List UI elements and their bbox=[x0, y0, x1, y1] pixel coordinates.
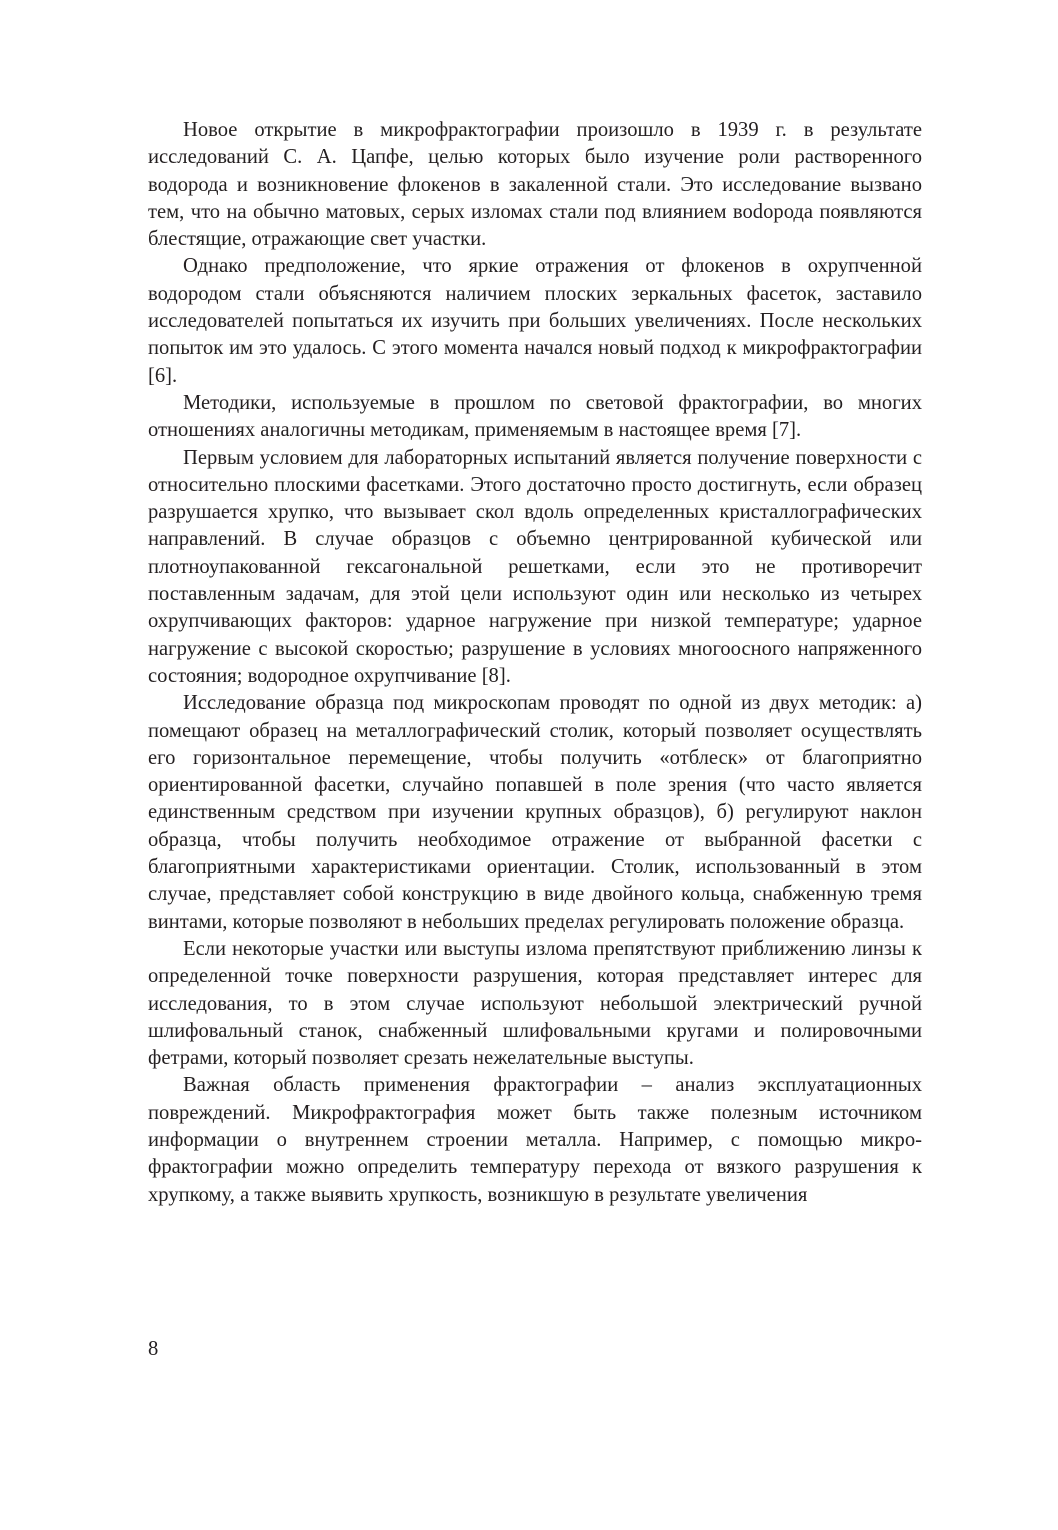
paragraph-2: Однако предположение, что яркие отражения от флокенов в охрупченной водородом стали объясняются наличием плоских зеркальных фасеток, заставило исследователей попытаться их изучить при больших увеличениях. После нескольких попыток им это удалось. С этого момента начался новый подход к микрофрактографии [6]. bbox=[148, 255, 922, 387]
page-body bbox=[148, 117, 922, 1209]
paragraph-5: Исследование образца под микроскопам проводят по одной из двух методик: а) помещают образец на металлографический столик, который позволяет осуществлять его горизонтальное перемещение, чтобы получить «отблеск» от благоприятно ориентированной фасетки, случайно попавшей в поле зрения (что часто является единственным средством при изучении крупных образцов), б) регулируют наклон образца, чтобы получить необходимое отражение от выбранной фасетки с благоприятными характеристиками ориентации. Столик, использованный в этом случае, представляет собой конструкцию в виде двойного кольца, снабженную тремя винтами, которые позволяют в небольших пределах регулировать положение образца. bbox=[148, 692, 922, 933]
page-number: 8 bbox=[148, 1338, 159, 1360]
paragraph-7: Важная область применения фрактографии – анализ эксплуатационных повреждений. Микрофрактография может быть также полезным источником информации о внутреннем строении металла. Например, с помощью микрофрактографии можно определить температуру перехода от вязкого разрушения к хрупкому, а также выявить хрупкость, возникшую в результате увеличения bbox=[148, 1074, 922, 1206]
paragraph-1: Новое открытие в микрофрактографии произошло в 1939 г. в результате исследований С. А. Цапфе, целью которых было изучение роли растворенного водорода и возникновение флокенов в закаленной стали. Это исследование вызвано тем, что на обычно матовых, серых изломах стали под влиянием воdорода появляются блестящие, отражающие свет участки. bbox=[148, 119, 922, 251]
paragraph-6: Если некоторые участки или выступы излома препятствуют приближению линзы к определенной точке поверхности разрушения, которая представляет интерес для исследования, то в этом случае используют небольшой электрический ручной шлифовальный станок, снабженный шлифовальными кругами и полировочными фетрами, который позволяет срезать нежелательные выступы. bbox=[148, 937, 922, 1070]
paragraph-4: Первым условием для лабораторных испытаний является получение поверхности с относительно плоскими фасетками. Этого достаточно просто достигнуть, если образец разрушается хрупко, что вызывает скол вдоль определенных кристаллографических направлений. В случае образцов с объемно центрированной кубической или плотноупакованной гексагональной решетками, если это не противоречит поставленным задачам, для этой цели используют один или несколько из четырех охрупчивающих факторов: ударное нагружение при низкой температуре; ударное нагружение с высокой скоростью; разрушение в условиях многоосного напряженного состояния; водородное охрупчивание [8]. bbox=[148, 446, 922, 687]
paragraph-3: Методики, используемые в прошлом по световой фрактографии, во многих отношениях аналогичны методикам, применяемым в настоящее время [7]. bbox=[148, 391, 922, 442]
